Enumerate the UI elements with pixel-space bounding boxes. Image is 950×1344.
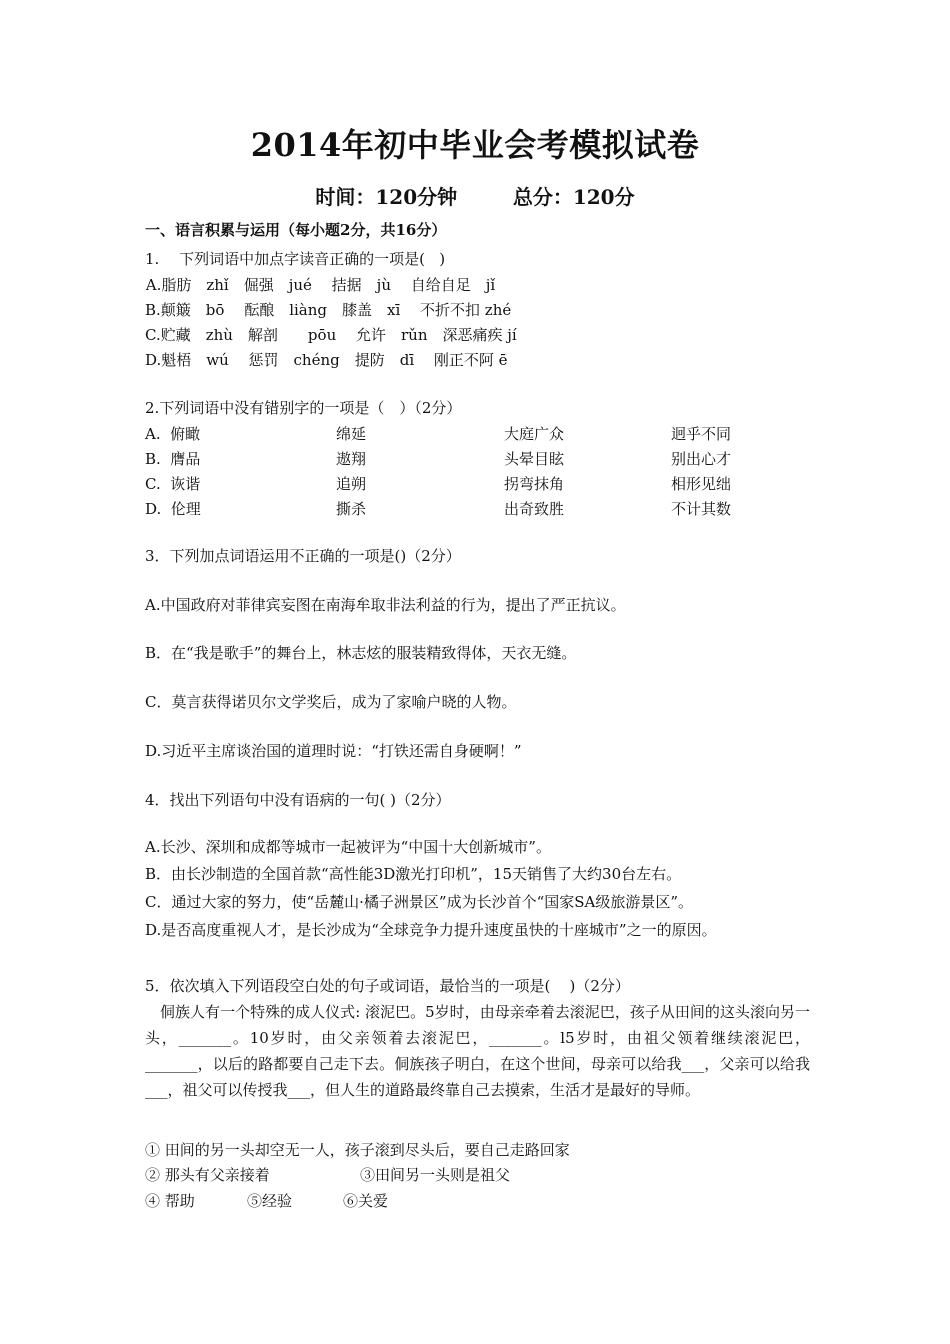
q2-stem: 2.下列词语中没有错别字的一项是（ ）（2分） bbox=[145, 399, 462, 417]
q4-option-c: C．通过大家的努力，使“岳麓山·橘子洲景区”成为长沙首个“国家SA级旅游景区”。 bbox=[145, 893, 694, 911]
q5-choice-2: ② 那头有父亲接着 bbox=[145, 1166, 270, 1184]
q2-cell: 不计其数 bbox=[671, 500, 732, 518]
page-title: 2014年初中毕业会考模拟试卷 bbox=[250, 126, 700, 164]
q2-cell: D. 伦理 bbox=[145, 500, 201, 518]
q2-cell: 绵延 bbox=[336, 425, 367, 443]
q1-option-d: D.魁梧 wú 惩罚 chéng 提防 dī 刚正不阿 ē bbox=[145, 351, 508, 369]
time-score-line: 时间：120分钟 总分：120分 bbox=[315, 185, 635, 209]
q5-choice-4: ④ 帮助 bbox=[145, 1192, 195, 1210]
q2-cell: 相形见绌 bbox=[671, 475, 732, 493]
q5-choice-3: ③田间另一头则是祖父 bbox=[360, 1166, 511, 1184]
q5-stem: 5．依次填入下列语段空白处的句子或词语，最恰当的一项是( )（2分） bbox=[145, 977, 630, 995]
q1-option-c: C.贮藏 zhù 解剖 pōu 允许 rǔn 深恶痛疾 jí bbox=[145, 326, 517, 344]
q2-cell: 追朔 bbox=[336, 475, 367, 493]
q2-cell: 遨翔 bbox=[336, 450, 367, 468]
q2-cell: C. 诙谐 bbox=[145, 475, 201, 493]
q1-option-a: A.脂肪 zhǐ 倔强 jué 拮据 jù 自给自足 jǐ bbox=[141, 276, 496, 294]
q2-cell: A. 俯瞰 bbox=[145, 425, 201, 443]
q2-cell: 别出心才 bbox=[671, 450, 732, 468]
q1-option-b: B.颠簸 bō 酝酿 liàng 膝盖 xī 不折不扣 zhé bbox=[145, 301, 512, 319]
q3-option-a: A.中国政府对菲律宾妄图在南海牟取非法利益的行为，提出了严正抗议。 bbox=[145, 596, 626, 614]
q2-cell: 拐弯抹角 bbox=[504, 475, 565, 493]
q4-option-b: B．由长沙制造的全国首款“高性能3D激光打印机”，15天销售了大约30台左右。 bbox=[145, 865, 682, 883]
q3-option-c: C．莫言获得诺贝尔文学奖后，成为了家喻户晓的人物。 bbox=[145, 693, 517, 711]
q3-option-b: B．在“我是歌手”的舞台上，林志炫的服装精致得体，天衣无缝。 bbox=[145, 644, 577, 662]
q5-choice-6: ⑥关爱 bbox=[343, 1192, 389, 1210]
q3-option-d: D.习近平主席谈治国的道理时说：“打铁还需自身硬啊！” bbox=[145, 742, 522, 760]
q2-cell: 迥乎不同 bbox=[671, 425, 732, 443]
section-heading: 一、语言积累与运用（每小题2分，共16分） bbox=[145, 221, 447, 239]
q4-stem: 4．找出下列语句中没有语病的一句( )（2分） bbox=[145, 791, 451, 809]
q1-stem: 1. 下列词语中加点字读音正确的一项是( ) bbox=[145, 250, 446, 268]
q4-option-d: D.是否高度重视人才，是长沙成为“全球竞争力提升速度虽快的十座城市”之一的原因。 bbox=[145, 921, 717, 939]
q3-stem: 3．下列加点词语运用不正确的一项是()（2分） bbox=[145, 547, 461, 565]
q5-choice-1: ① 田间的另一头却空无一人，孩子滚到尽头后，要自己走路回家 bbox=[145, 1141, 570, 1159]
q2-cell: B. 膺品 bbox=[145, 450, 201, 468]
q5-choice-5: ⑤经验 bbox=[247, 1192, 293, 1210]
q2-cell: 出奇致胜 bbox=[504, 500, 565, 518]
q5-passage: 侗族人有一个特殊的成人仪式: 滚泥巴。5岁时，由母亲牵着去滚泥巴，孩子从田间的这头滚向另一头，_______。10岁时，由父亲领着去滚泥巴，_______。l5岁时，由祖父领着继续滚泥巴，_______，以后的路都要自己走下去。侗族孩子明白，在这个世间，母亲可以给我___，父亲可以给我___，祖父可以传授我___，但人生的道路最终靠自己去摸索，生活才是最好的导师。 bbox=[145, 1003, 810, 1099]
q2-cell: 大庭广众 bbox=[504, 425, 565, 443]
q4-option-a: A.长沙、深圳和成都等城市一起被评为“中国十大创新城市”。 bbox=[145, 838, 551, 856]
q2-cell: 头晕目眩 bbox=[504, 450, 565, 468]
q2-cell: 撕杀 bbox=[336, 500, 367, 518]
